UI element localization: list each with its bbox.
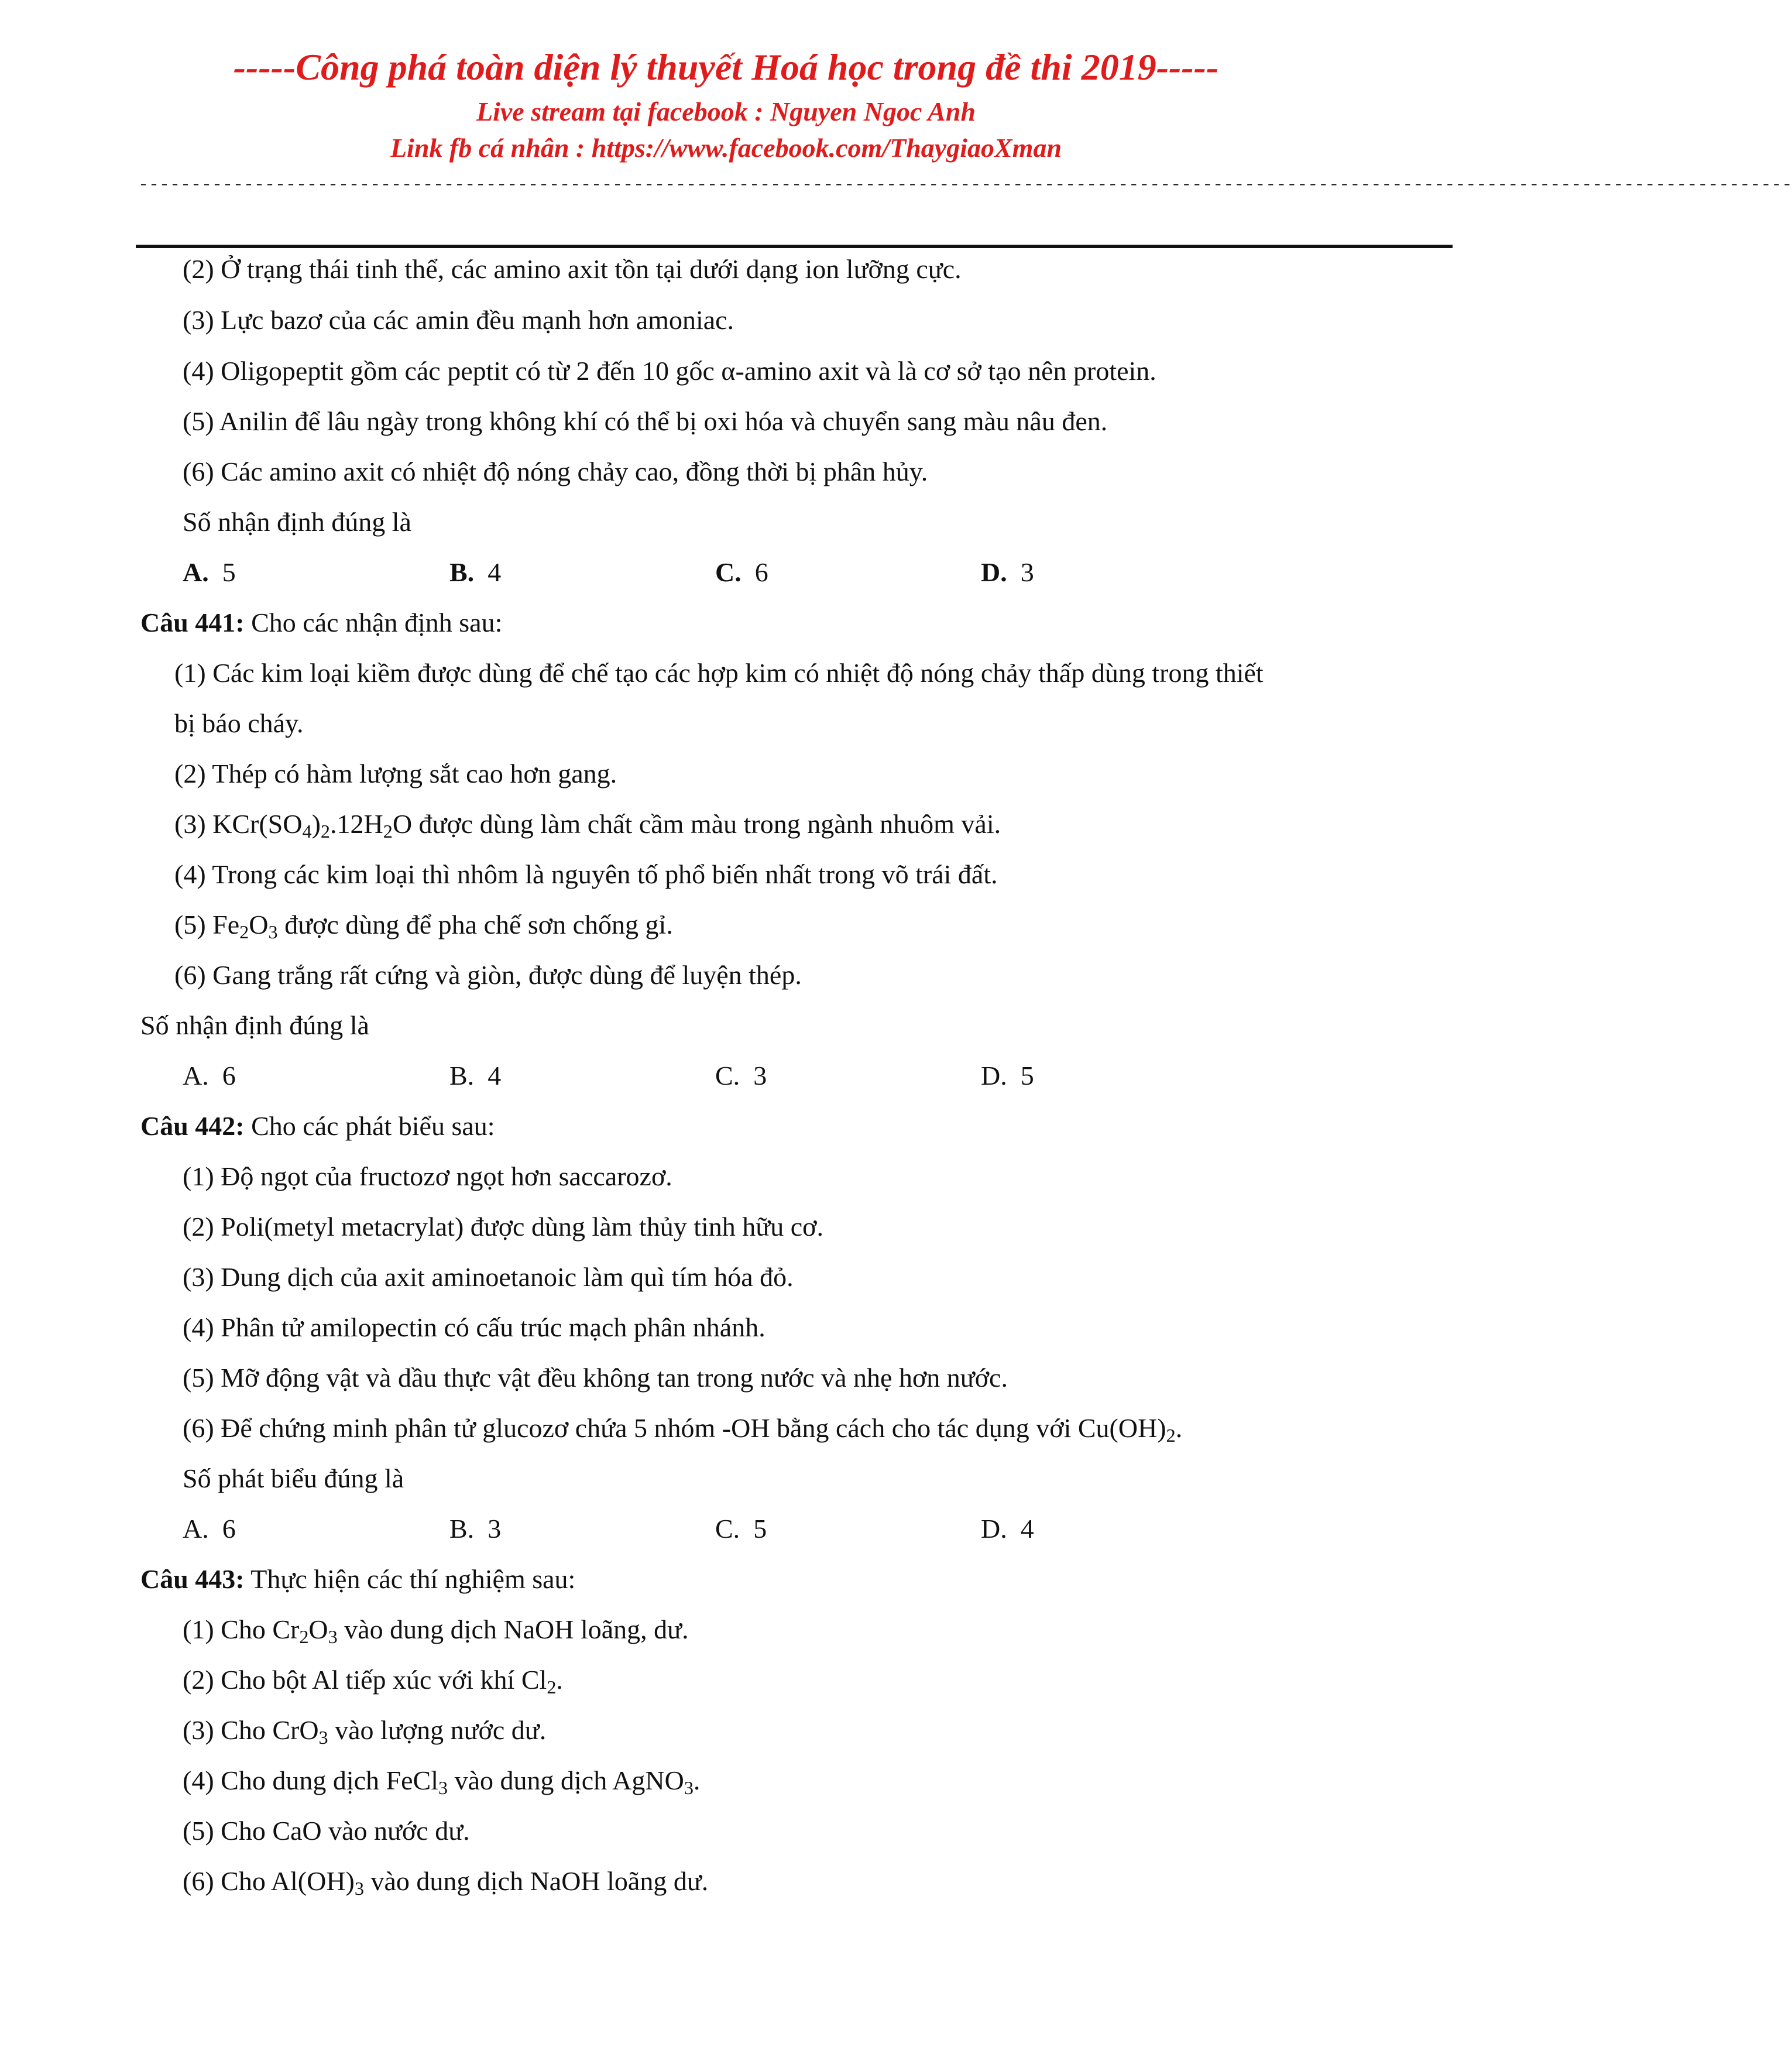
q441-item-6: (6) Gang trắng rất cứng và giòn, được dùng để luyện thép. [174, 960, 802, 990]
q440-item-3: (3) Lực bazơ của các amin đều mạnh hơn amoniac. [183, 305, 734, 335]
q441-item-4: (4) Trong các kim loại thì nhôm là nguyên tố phổ biến nhất trong võ trái đất. [174, 859, 998, 889]
q442-item-5: (5) Mỡ động vật và dầu thực vật đều không tan trong nước và nhẹ hơn nước. [183, 1363, 1008, 1393]
q441-label: Câu 441: [140, 608, 245, 637]
q440-option-d: D. 3 [981, 557, 1034, 587]
q443-item-1: (1) Cho $Cr_2O_3$ vào dung dịch NaOH loãng, dư. [183, 1614, 689, 1648]
q443-item-2: (2) Cho bột Al tiếp xúc với khí $Cl_2$. [183, 1665, 563, 1698]
q440-item-4: (4) Oligopeptit gồm các peptit có từ 2 đến 10 gốc α-amino axit và là cơ sở tạo nên protein. [183, 356, 1156, 386]
page-header [0, 41, 1452, 166]
header-title: -----Công phá toàn diện lý thuyết Hoá học trong đề thi 2019----- [233, 46, 1219, 88]
q441-item-1: (1) Các kim loại kiềm được dùng để chế tạo các hợp kim có nhiệt độ nóng chảy thấp dùng trong thiết [174, 658, 1264, 688]
q440-option-b: B. 4 [449, 557, 502, 587]
q442-prompt: Số phát biểu đúng là [183, 1463, 404, 1493]
q440-prompt: Số nhận định đúng là [183, 507, 411, 537]
q440-item-5: (5) Anilin để lâu ngày trong không khí có thể bị oxi hóa và chuyển sang màu nâu đen. [183, 406, 1108, 436]
q440-option-a: A. 5 [183, 557, 236, 587]
q441-prompt: Số nhận định đúng là [140, 1010, 369, 1040]
q442-label: Câu 442: [140, 1111, 245, 1141]
q441-item-3: (3) $KCr(SO_4)_2.12H_2O$ được dùng làm chất cầm màu trong ngành nhuôm vải. [174, 809, 1001, 842]
header-livestream: Live stream tại facebook : Nguyen Ngoc Anh [476, 97, 976, 126]
q441-item-2: (2) Thép có hàm lượng sắt cao hơn gang. [174, 759, 617, 788]
q441-item-1-cont: bị báo cháy. [174, 708, 304, 738]
q441-stem: Cho các nhận định sau: [251, 608, 503, 637]
q442-option-b: B. 3 [449, 1514, 502, 1544]
q443-stem: Thực hiện các thí nghiệm sau: [250, 1564, 576, 1594]
q442-heading [140, 1109, 495, 1144]
header-link: Link fb cá nhân : https://www.facebook.com/ThaygiaoXman [390, 133, 1062, 163]
q441-option-c: C. 3 [715, 1061, 767, 1091]
q443-item-4: (4) Cho dung dịch FeCl$_3$ vào dung dịch AgNO$_3$. [183, 1765, 701, 1799]
q442-option-d: D. 4 [981, 1514, 1034, 1544]
q440-item-2: (2) Ở trạng thái tinh thể, các amino axit tồn tại dưới dạng ion lưỡng cực. [183, 254, 962, 284]
dashed-separator: ------------------------------------------------------------------------------------------------------------------------------------------------------------- [138, 175, 1792, 195]
q441-option-d: D. 5 [981, 1061, 1034, 1091]
header-rule [136, 245, 1453, 248]
q443-item-6: (6) Cho $Al(OH)_3$ vào dung dịch NaOH loãng dư. [183, 1866, 709, 1899]
q441-heading [140, 605, 502, 640]
q443-label: Câu 443: [140, 1564, 245, 1594]
q441-option-a: A. 6 [183, 1061, 236, 1091]
q440-item-6: (6) Các amino axit có nhiệt độ nóng chảy cao, đồng thời bị phân hủy. [183, 457, 928, 486]
q440-option-c: C. 6 [715, 557, 768, 587]
q442-stem: Cho các phát biểu sau: [251, 1111, 495, 1141]
q443-item-3: (3) Cho CrO$_3$ vào lượng nước dư. [183, 1715, 547, 1748]
q442-item-4: (4) Phân tử amilopectin có cấu trúc mạch phân nhánh. [183, 1312, 765, 1342]
q442-option-c: C. 5 [715, 1514, 767, 1544]
q441-option-b: B. 4 [449, 1061, 502, 1091]
q442-item-6: (6) Để chứng minh phân tử glucozơ chứa 5 nhóm -OH bằng cách cho tác dụng với $Cu(OH)_2$. [183, 1413, 1183, 1446]
q441-item-5: (5) $Fe_2O_3$ được dùng để pha chế sơn chống gỉ. [174, 910, 673, 943]
q442-item-3: (3) Dung dịch của axit aminoetanoic làm quì tím hóa đỏ. [183, 1262, 794, 1292]
q443-heading [140, 1562, 575, 1597]
q442-item-1: (1) Độ ngọt của fructozơ ngọt hơn saccarozơ. [183, 1161, 672, 1191]
q442-item-2: (2) Poli(metyl metacrylat) được dùng làm thủy tinh hữu cơ. [183, 1212, 823, 1242]
q443-item-5: (5) Cho CaO vào nước dư. [183, 1816, 470, 1846]
q442-option-a: A. 6 [183, 1514, 236, 1544]
